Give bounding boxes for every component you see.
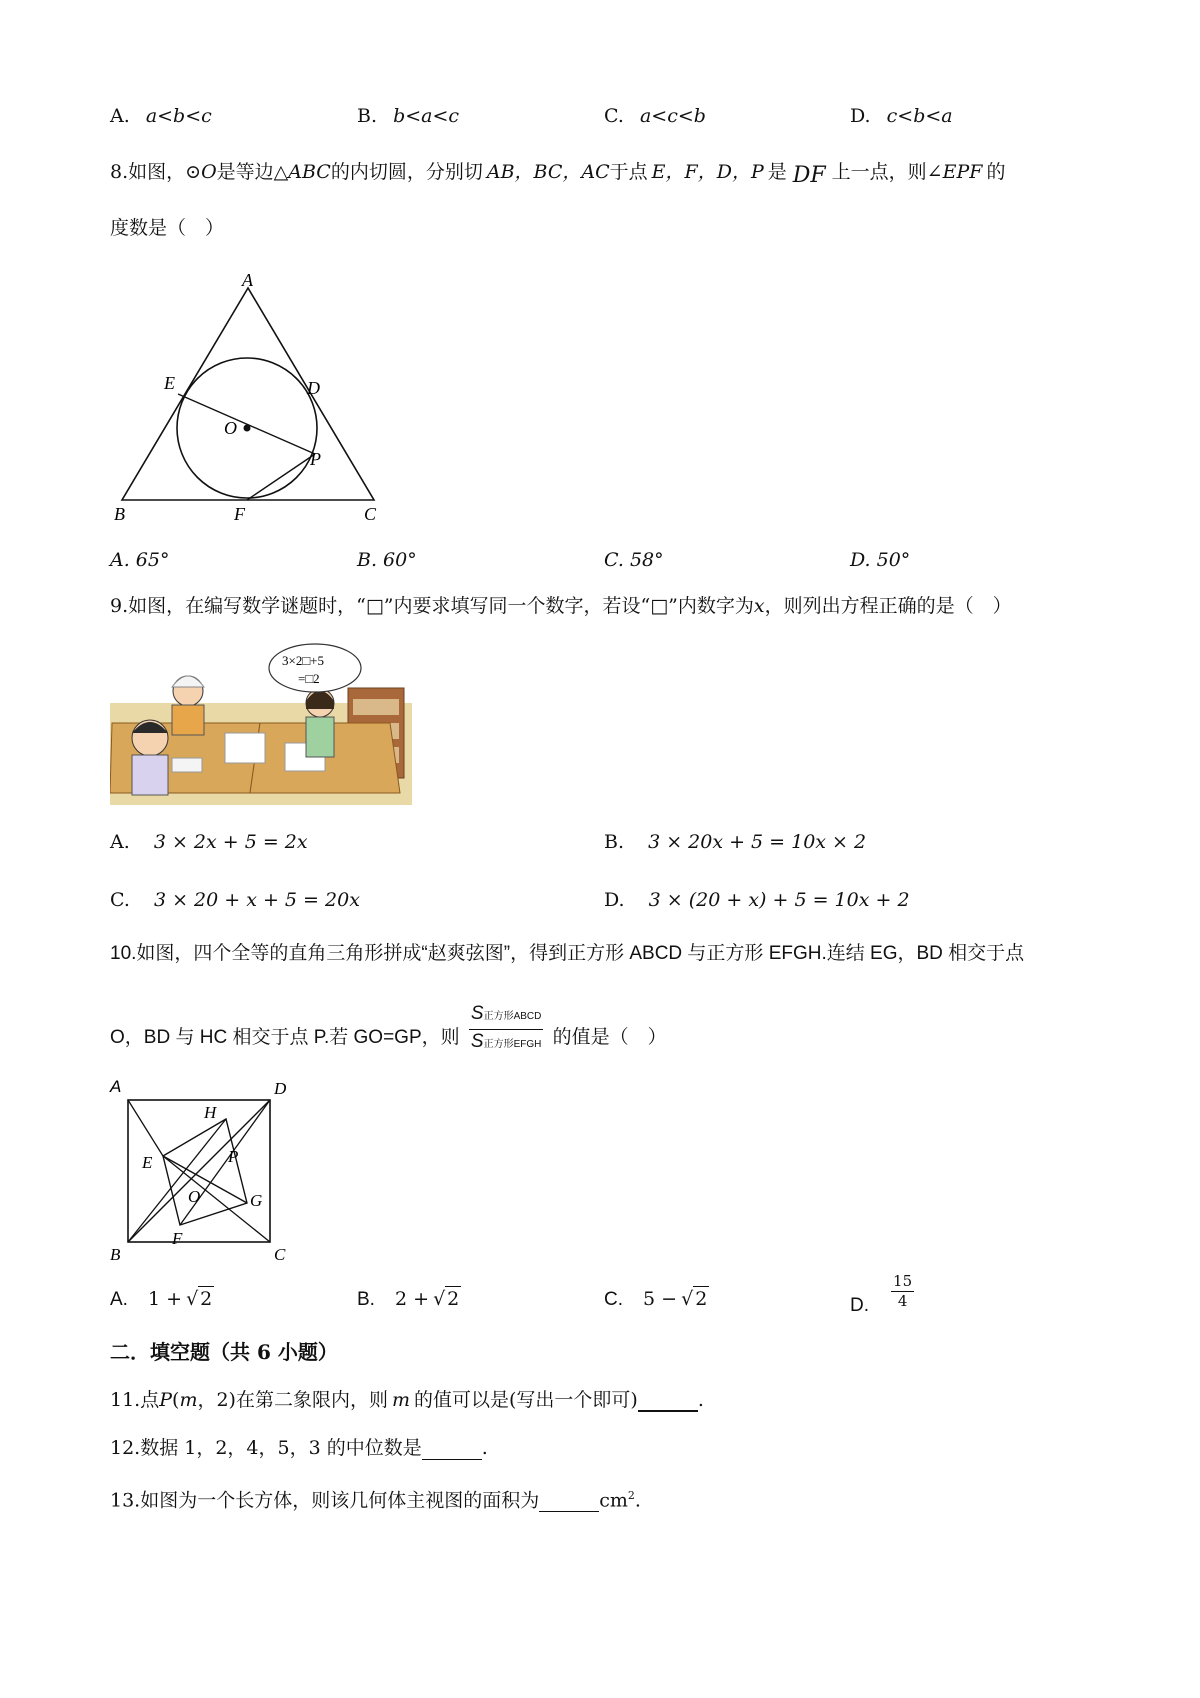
boy-body: [132, 755, 168, 795]
label-a: A: [242, 270, 253, 290]
classroom-illustration: [110, 643, 412, 805]
stem-text: 的值可以是(写出一个即可): [414, 1389, 638, 1411]
paper: [225, 733, 265, 763]
stem-text: 的: [986, 161, 1006, 183]
stem-text: 的内切圆，分别切: [330, 161, 483, 183]
option-letter: A.: [110, 831, 130, 853]
answer-blank[interactable]: [638, 1392, 698, 1412]
sqrt-sign: √: [186, 1288, 199, 1310]
label-c: C: [364, 504, 377, 524]
stem-var: ABC: [288, 161, 331, 183]
q10-option-c: [604, 1286, 709, 1312]
radicand: 2: [695, 1288, 708, 1310]
label-f: F: [234, 504, 245, 524]
radicand: 2: [200, 1288, 213, 1310]
radicand: 2: [447, 1288, 460, 1310]
label-g: G: [250, 1191, 263, 1210]
q8-option-d: D. 50°: [850, 549, 911, 571]
shelf-row: [353, 699, 399, 715]
arc-label: DF: [792, 163, 826, 188]
option-letter: D.: [850, 1294, 869, 1316]
unit: cm: [599, 1489, 628, 1512]
subscript: 正方形EFGH: [483, 1039, 542, 1050]
option-letter: B.: [357, 105, 378, 127]
option-letter: D.: [850, 105, 871, 127]
q9-option-d: [604, 888, 910, 912]
option-text: c<b<a: [886, 105, 953, 127]
option-expr: 3 × 20 + x + 5 = 20x: [153, 889, 360, 911]
label-d: D: [274, 1079, 287, 1098]
q9-option-a: [110, 830, 308, 854]
option-letter: A.: [110, 105, 130, 127]
stem-text: 9.如图，在编写数学谜题时，“□”内要求填写同一个数字，若设“□”内数字为: [110, 595, 754, 617]
boy-hat: [172, 676, 204, 687]
option-text: a<c<b: [639, 105, 706, 127]
q9-stem: [110, 594, 1012, 618]
book: [172, 758, 202, 772]
section-heading: 二．填空题（共 6 小题）: [110, 1340, 338, 1364]
q9-option-b: [604, 830, 866, 854]
stem-text: ，则列出方程正确的是（ ）: [764, 595, 1012, 617]
option-expr: 3 × 20x + 5 = 10x × 2: [648, 831, 867, 853]
center-o: [244, 425, 251, 432]
s-symbol: S: [470, 1031, 484, 1052]
option-letter: B.: [604, 831, 625, 853]
label-h: H: [204, 1103, 217, 1122]
label-p: P: [228, 1147, 239, 1166]
q10-option-a: [110, 1286, 214, 1312]
incircle-triangle-figure: [110, 268, 380, 528]
fraction-denominator: 4: [897, 1292, 908, 1310]
stem-var: O: [201, 161, 217, 183]
label-e: E: [164, 373, 175, 393]
answer-blank[interactable]: [422, 1441, 482, 1460]
fraction-15-4: [891, 1272, 914, 1311]
fraction-numerator: [469, 1002, 543, 1030]
q10-stem-line2: [110, 1002, 667, 1057]
label-p: P: [310, 449, 321, 469]
subscript: 正方形ABCD: [483, 1011, 542, 1022]
q7-option-d: [850, 104, 953, 128]
stem-text: ，2)在第二象限内，则: [197, 1389, 388, 1411]
option-text: a<b<c: [145, 105, 212, 127]
stem-var: E，F，D，P: [651, 161, 764, 183]
stem-text: 8.如图，⊙: [110, 161, 202, 183]
girl-body: [306, 717, 334, 757]
stem-text: 上一点，则∠: [831, 161, 943, 183]
q11: [110, 1388, 704, 1412]
segment-ep: [178, 394, 315, 454]
stem-text: 12.数据 1，2，4，5，3 的中位数是: [110, 1437, 422, 1459]
option-letter: D.: [604, 889, 625, 911]
fraction-numerator: 15: [893, 1272, 913, 1290]
stem-text: .: [634, 1489, 641, 1512]
stem-text: 13.如图为一个长方体，则该几何体主视图的面积为: [110, 1489, 540, 1512]
sqrt-sign: √: [433, 1288, 446, 1310]
q7-option-a: [110, 104, 212, 128]
stem-text: .: [697, 1389, 704, 1411]
zhaoshuang-diagram: [108, 1078, 308, 1262]
label-e: E: [142, 1153, 153, 1172]
stem-var: EPF: [942, 161, 983, 183]
stem-var: AB，BC，AC: [486, 161, 610, 183]
q7-option-c: [604, 104, 706, 128]
line-ae: [128, 1100, 163, 1156]
q8-option-a: A. 65°: [110, 549, 170, 571]
option-text: b<a<c: [393, 105, 460, 127]
option-letter: B.: [357, 1289, 375, 1310]
label-d: D: [307, 378, 320, 398]
stem-text: 的值是（ ）: [552, 1026, 667, 1048]
label-f: F: [172, 1229, 183, 1248]
q7-option-b: [357, 104, 459, 128]
option-expr: 3 × (20 + x) + 5 = 10x + 2: [648, 889, 910, 911]
stem-text: 11.点: [110, 1389, 160, 1411]
label-b: B: [114, 504, 125, 524]
boy-body: [172, 705, 204, 735]
q8-stem-line2: 度数是（ ）: [110, 217, 225, 239]
stem-text: 是: [767, 161, 787, 183]
unit-exponent: 2: [627, 1489, 635, 1502]
q8-option-c: C. 58°: [604, 549, 664, 571]
q10-stem-line1: 10.如图，四个全等的直角三角形拼成“赵爽弦图”，得到正方形 ABCD 与正方形 EFGH.连结 EG，BD 相交于点: [110, 943, 1025, 964]
q9-option-c: [110, 888, 360, 912]
stem-var: m: [391, 1389, 411, 1411]
option-int: 1 +: [148, 1288, 183, 1310]
option-letter: C.: [604, 1289, 623, 1310]
bubble-line1: 3×2□+5: [282, 653, 325, 668]
q10-option-d: [850, 1272, 918, 1316]
stem-text: .: [481, 1437, 488, 1459]
q13: [110, 1484, 641, 1512]
option-expr: 3 × 2x + 5 = 2x: [153, 831, 308, 853]
stem-var: m: [179, 1389, 198, 1411]
option-letter: A.: [110, 1289, 128, 1310]
stem-text: (: [172, 1389, 180, 1411]
option-int: 5 −: [643, 1288, 678, 1310]
bubble-line2: =□2: [298, 671, 320, 686]
segment-fp: [247, 454, 315, 500]
label-o: O: [188, 1187, 201, 1206]
stem-var: P: [159, 1389, 173, 1411]
s-symbol: S: [470, 1003, 484, 1024]
option-int: 2 +: [395, 1288, 430, 1310]
label-o: O: [224, 418, 237, 438]
sqrt-sign: √: [681, 1288, 694, 1310]
stem-text: O，BD 与 HC 相交于点 P.若 GO=GP，则: [110, 1026, 460, 1048]
stem-text: 于点: [609, 161, 648, 183]
answer-blank[interactable]: [539, 1493, 599, 1512]
triangle-abc: [122, 288, 374, 500]
q8-stem-line1: [110, 160, 1006, 188]
option-letter: C.: [110, 889, 130, 911]
option-letter: C.: [604, 105, 624, 127]
area-ratio-fraction: [469, 1002, 543, 1057]
q10-option-b: [357, 1286, 461, 1312]
label-a: A: [110, 1078, 122, 1096]
stem-var: x: [753, 595, 765, 617]
label-c: C: [274, 1245, 286, 1262]
fraction-denominator: [469, 1030, 543, 1057]
q12: [110, 1436, 488, 1460]
stem-text: 是等边△: [216, 161, 289, 183]
label-b: B: [110, 1245, 121, 1262]
q8-option-b: B. 60°: [357, 549, 417, 571]
